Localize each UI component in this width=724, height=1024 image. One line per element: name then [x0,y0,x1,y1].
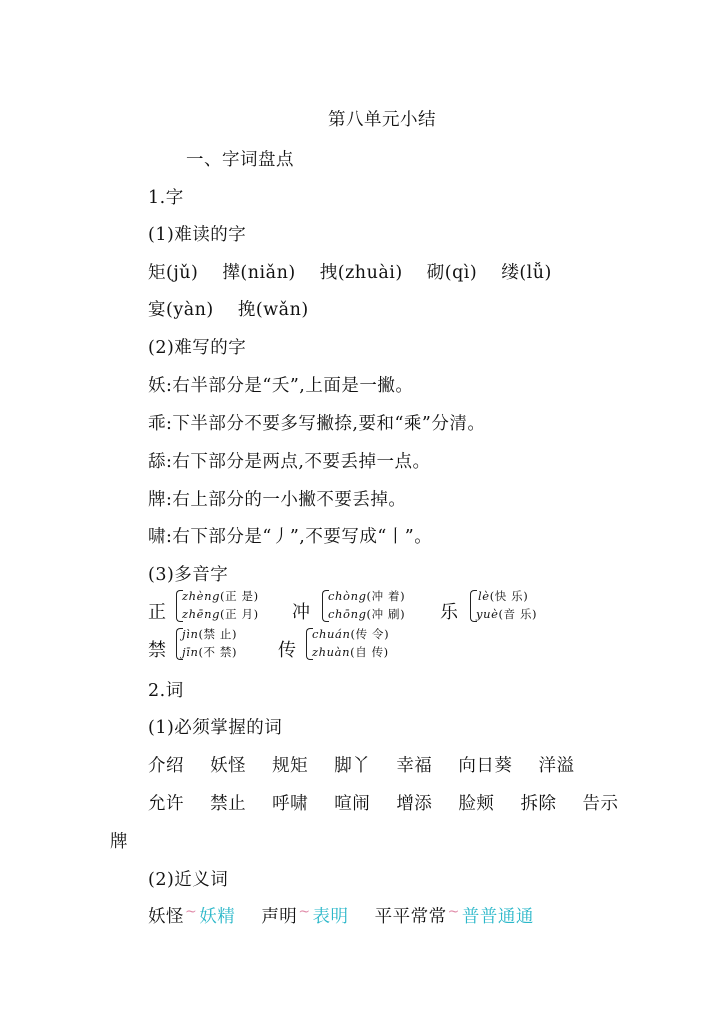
must-words-row-2 [148,790,619,815]
tilde-mark: ~ [185,904,198,920]
hard-write-item: 牌:右上部分的一小撇不要丢掉。 [148,490,407,510]
subheading-synonyms: (2)近义词 [148,870,229,890]
part-heading-chars: 1.字 [148,188,184,208]
word-item: 拆除 [520,794,557,814]
subheading-hard-read: (1)难读的字 [148,225,247,245]
hard-read-row-1 [148,259,552,284]
word-item: 允许 [148,794,184,814]
poly-reading: chuán(传 令) [312,627,390,641]
must-words-row-1 [148,752,574,777]
poly-char: 乐 [440,602,458,623]
hard-read-row-2 [148,296,309,321]
hard-read-item: 拽(zhuài) [319,263,403,283]
poly-reading: chōng(冲 刷) [328,607,406,621]
poly-reading: chòng(冲 着) [328,589,406,603]
word-item: 脸颊 [458,794,495,814]
poly-reading: jīn(不 禁) [182,645,238,659]
hard-write-item: 妖:右半部分是“夭”,上面是一撇。 [148,376,414,396]
poly-reading: lè(快 乐) [478,589,529,603]
hard-read-item: 砌(qì) [426,263,478,283]
synonym-row [148,903,534,928]
hard-write-item: 啸:右下部分是“丿”,不要写成“丨”。 [148,527,433,547]
poly-char: 禁 [148,640,166,661]
hard-write-item: 舔:右下部分是两点,不要丢掉一点。 [148,452,431,472]
word-item: 脚丫 [334,756,371,776]
synonym-match: 表明 [312,907,349,927]
synonym-word: 妖怪 [148,907,184,927]
poly-reading: zhēng(正 月) [182,607,259,621]
poly-char: 冲 [292,602,310,623]
tilde-mark: ~ [447,904,460,920]
hard-read-item: 缕(lǚ) [501,263,552,283]
word-item: 介绍 [148,756,184,776]
synonym-match: 普普通通 [461,907,534,927]
word-item: 妖怪 [210,756,247,776]
hard-read-item: 宴(yàn) [148,300,214,320]
poly-reading: jìn(禁 止) [182,627,238,641]
poly-char: 传 [278,640,296,661]
hard-read-item: 挽(wǎn) [237,300,309,320]
synonym-word: 平平常常 [374,907,447,927]
hard-read-item: 撵(niǎn) [222,263,296,283]
word-item: 幸福 [396,756,433,776]
word-item: 喧闹 [334,794,371,814]
subheading-hard-write: (2)难写的字 [148,338,247,358]
section-heading: 一、字词盘点 [186,150,294,170]
word-item: 洋溢 [538,756,575,776]
poly-reading: zhuàn(自 传) [312,645,389,659]
page-title: 第八单元小结 [328,110,436,130]
poly-reading: zhèng(正 是) [182,589,259,603]
word-item: 规矩 [272,756,309,776]
synonym-match: 妖精 [199,907,236,927]
word-item: 向日葵 [458,756,513,776]
synonym-word: 声明 [261,907,298,927]
tilde-mark: ~ [298,904,311,920]
subheading-must-words: (1)必须掌握的词 [148,718,283,738]
subheading-polyphones: (3)多音字 [148,565,229,585]
must-words-wrap: 牌 [110,832,128,852]
word-item: 呼啸 [272,794,309,814]
word-item: 增添 [396,794,433,814]
poly-char: 正 [148,602,166,623]
poly-reading: yuè(音 乐) [476,607,538,621]
hard-read-item: 矩(jǔ) [148,263,199,283]
part-heading-words: 2.词 [148,681,184,701]
word-item: 禁止 [210,794,247,814]
word-item: 告示 [582,794,619,814]
hard-write-item: 乖:下半部分不要多写撇捺,要和“乘”分清。 [148,414,486,434]
